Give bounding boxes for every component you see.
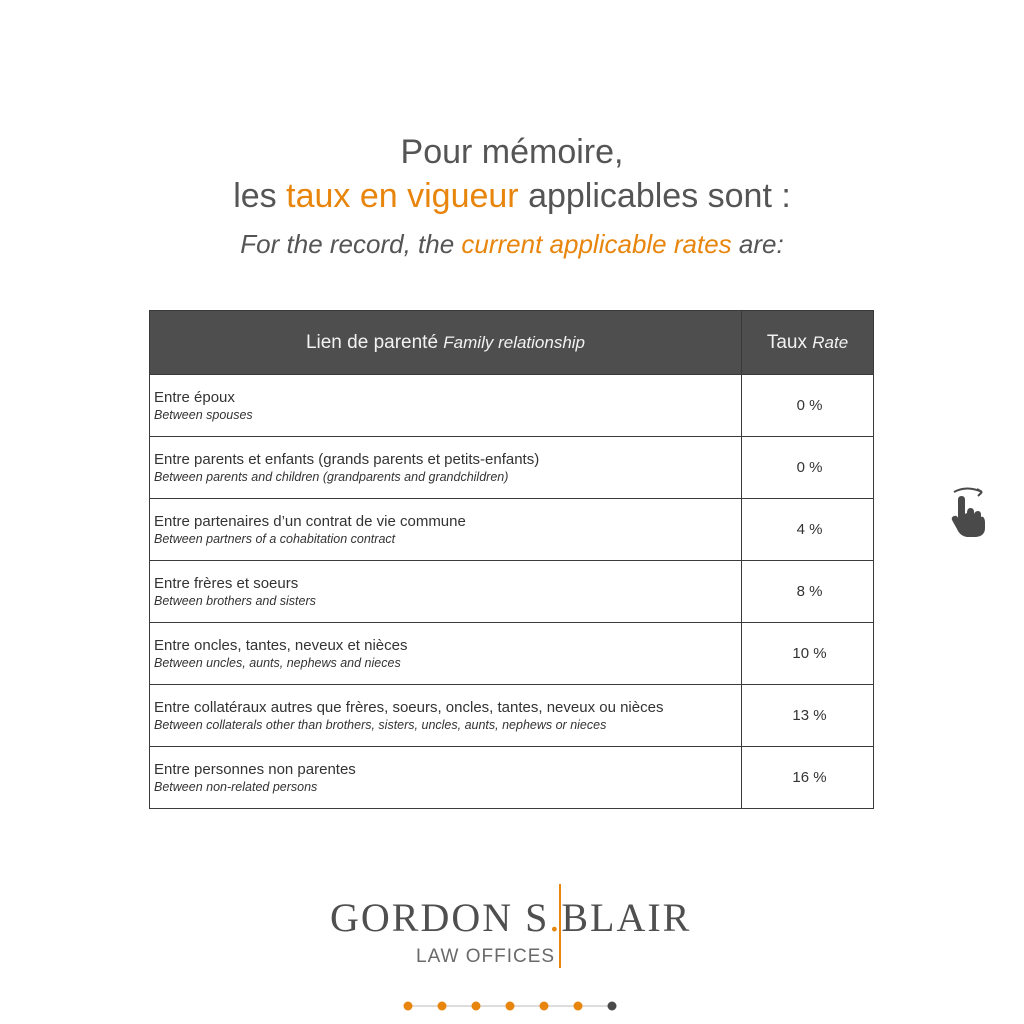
relationship-fr: Entre frères et soeurs — [154, 574, 299, 592]
pagination-dots — [402, 1000, 622, 1012]
rate-cell: 8 % — [742, 561, 874, 623]
table-row — [150, 499, 874, 561]
table-row — [150, 685, 874, 747]
relationship-fr: Entre oncles, tantes, neveux et nièces — [154, 636, 408, 654]
relationship-en: Between non-related persons — [154, 779, 318, 794]
relationship-fr: Entre collatéraux autres que frères, soeurs, oncles, tantes, neveux ou nièces — [154, 698, 664, 716]
relationship-en: Between uncles, aunts, nephews and nieces — [154, 655, 401, 670]
title-line-2-pre: les — [233, 177, 287, 215]
title-line-2-post: applicables sont : — [518, 177, 791, 215]
table-row — [150, 623, 874, 685]
title-en — [0, 226, 1024, 262]
title-en-accent: current applicable rates — [461, 229, 732, 259]
pagination-dot[interactable] — [438, 1002, 447, 1011]
title-en-post: are: — [731, 229, 784, 259]
pagination-dot[interactable] — [608, 1002, 617, 1011]
logo-name — [330, 894, 691, 941]
title-accent: taux en vigueur — [286, 177, 519, 215]
relationship-cell — [150, 437, 742, 499]
relationship-fr: Entre personnes non parentes — [154, 760, 356, 778]
relationship-en: Between parents and children (grandparents and grandchildren) — [154, 469, 509, 484]
pagination-dot[interactable] — [540, 1002, 549, 1011]
header-rate-en: Rate — [812, 332, 849, 352]
relationship-cell — [150, 623, 742, 685]
header-relationship-fr: Lien de parenté — [305, 331, 439, 353]
relationship-fr: Entre partenaires d’un contrat de vie commune — [154, 512, 466, 530]
table-row — [150, 437, 874, 499]
gordon-s-blair-logo — [330, 880, 700, 970]
relationship-en: Between partners of a cohabitation contract — [154, 531, 396, 546]
rate-cell: 16 % — [742, 747, 874, 809]
table-body — [150, 375, 874, 809]
rates-table — [149, 310, 874, 809]
title-line-2 — [0, 174, 1024, 218]
swipe-hand-icon — [948, 486, 988, 538]
pagination-dot[interactable] — [404, 1002, 413, 1011]
header-relationship — [150, 311, 742, 375]
relationship-cell — [150, 747, 742, 809]
title-fr — [0, 130, 1024, 218]
logo-subtitle: LAW OFFICES — [416, 946, 556, 967]
relationship-en: Between collaterals other than brothers, sisters, uncles, aunts, nephews or nieces — [154, 717, 607, 732]
relationship-fr: Entre époux — [154, 388, 235, 406]
relationship-en: Between brothers and sisters — [154, 593, 316, 608]
rate-cell: 0 % — [742, 375, 874, 437]
rate-cell: 13 % — [742, 685, 874, 747]
relationship-cell — [150, 499, 742, 561]
title-en-pre: For the record, the — [240, 229, 462, 259]
rate-cell: 0 % — [742, 437, 874, 499]
header-rate-fr: Taux — [766, 331, 807, 353]
relationship-fr: Entre parents et enfants (grands parents et petits-enfants) — [154, 450, 540, 468]
table-header-row — [150, 311, 874, 375]
header-rate — [742, 311, 874, 375]
pagination-dot[interactable] — [506, 1002, 515, 1011]
pagination-dot[interactable] — [574, 1002, 583, 1011]
title-line-1: Pour mémoire, — [400, 133, 624, 171]
rate-cell: 4 % — [742, 499, 874, 561]
table-row — [150, 375, 874, 437]
pagination-dot[interactable] — [472, 1002, 481, 1011]
logo-name-b: BLAIR — [561, 895, 692, 940]
logo-dot: . — [549, 895, 562, 940]
relationship-cell — [150, 561, 742, 623]
relationship-en: Between spouses — [154, 407, 253, 422]
table-row — [150, 747, 874, 809]
table-row — [150, 561, 874, 623]
logo-name-a: GORDON S — [330, 895, 550, 940]
rate-cell: 10 % — [742, 623, 874, 685]
header-relationship-en: Family relationship — [443, 332, 586, 352]
relationship-cell — [150, 375, 742, 437]
relationship-cell — [150, 685, 742, 747]
